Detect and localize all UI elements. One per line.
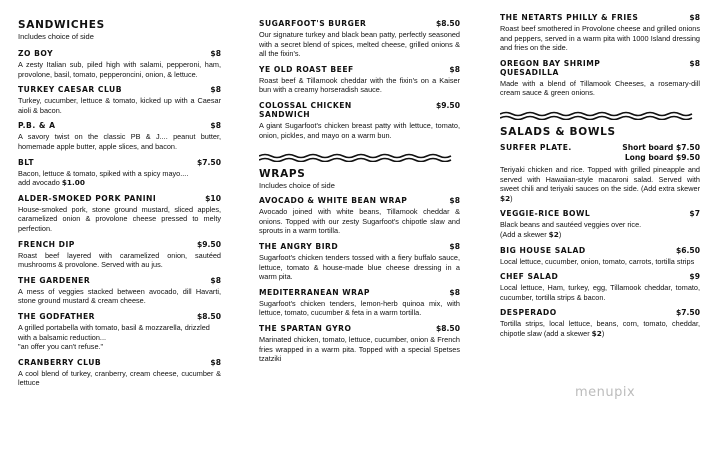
item-description: Made with a blend of Tillamook Cheeses, a rosemary-dill cream sauce & green onions.: [500, 78, 700, 98]
item-name: MEDITERRANEAN WRAP: [259, 287, 370, 297]
item-price: $7: [689, 209, 700, 219]
item-description: Sugarfoot's chicken tenders tossed with a fiery buffalo sauce, lettuce, tomato & house-made blue cheese dressing in a warm pita.: [259, 252, 460, 282]
item-name: THE GARDENER: [18, 275, 91, 285]
section-subtitle: Includes choice of side: [259, 181, 335, 191]
sandwiches-column: [18, 0, 221, 465]
item-price: $8: [449, 64, 460, 74]
addon-text: add avocado: [18, 178, 62, 188]
item-price: $8.50: [196, 311, 221, 321]
item-name: THE SPARTAN GYRO: [259, 323, 352, 333]
item-name: CRANBERRY CLUB: [18, 357, 102, 367]
item-name: DESPERADO: [500, 308, 557, 318]
menu-item-surfer-plate: [500, 143, 700, 203]
addon-text: (Add a skewer: [500, 229, 549, 239]
wavy-divider: [259, 153, 457, 162]
menu-item-french-dip: [18, 240, 221, 270]
item-price: $8: [689, 13, 700, 22]
menu-item-shrimp-quesadilla: [500, 59, 700, 98]
item-description: Avocado joined with white beans, Tillamook cheddar & onions. Topped with our zesty Sugarfoot's chipotle slaw and sprouts in a warm tortilla.: [259, 207, 460, 236]
item-name: TURKEY CAESAR CLUB: [18, 85, 122, 95]
item-name: SUGARFOOT'S BURGER: [259, 19, 367, 28]
item-description: A mess of veggies stacked between avocado, dill Havarti, stone ground mustard & cream cheese.: [18, 286, 221, 306]
menu-item-spartan-gyro: [259, 324, 460, 364]
item-addon: [18, 178, 221, 188]
addon-end: ): [558, 229, 562, 239]
item-price: $8: [210, 49, 221, 58]
menu-item-angry-bird: [259, 242, 460, 282]
item-name: CHEF SALAD: [500, 272, 559, 282]
item-description: Roast beef layered with caramelized onion, sautéed mushrooms & provolone. Served with au jus.: [18, 250, 221, 270]
item-price: $10: [205, 193, 221, 203]
menu-item-avocado-wrap: [259, 196, 460, 236]
item-name: AVOCADO & WHITE BEAN WRAP: [259, 196, 408, 206]
item-description: Local lettuce, Ham, turkey, egg, Tillamook cheddar, tomato, cucumber, tortilla strips & bacon.: [500, 283, 700, 302]
item-name: THE GODFATHER: [18, 311, 96, 321]
item-price: $8: [449, 196, 460, 206]
menu-item-veggie-rice-bowl: [500, 209, 700, 239]
description-end: ): [510, 193, 513, 203]
burgers-wraps-column: [259, 0, 460, 465]
menu-item-netarts-philly: [500, 13, 700, 53]
menu-item-chef-salad: [500, 272, 700, 302]
item-price: $8: [210, 357, 221, 367]
menu-item-roast-beef: [259, 65, 460, 95]
item-price: $8.50: [435, 323, 460, 333]
item-name: ZO BOY: [18, 49, 54, 58]
item-description: A grilled portabella with tomato, basil & mozzarella, drizzled with a balsamic reduction... "an offer you can't refuse.": [18, 322, 210, 352]
menu-item-the-gardener: [18, 276, 221, 306]
item-price: $8: [449, 241, 460, 251]
item-name: FRENCH DIP: [18, 239, 75, 249]
item-name: THE ANGRY BIRD: [259, 241, 339, 251]
item-description: Black beans and sautéed veggies over rice.: [500, 220, 642, 230]
item-description: A giant Sugarfoot's chicken breast patty with lettuce, tomato, onion, pickles, and mayo on a warm bun.: [259, 120, 460, 140]
item-addon: [500, 230, 700, 240]
item-description: Sugarfoot's chicken tenders, lemon-herb quinoa mix, with lettuce, tomato, cucumber & feta in a warm tortilla.: [259, 298, 460, 318]
item-price: $8: [449, 287, 460, 297]
addon-price: $1.00: [61, 178, 85, 188]
item-price: $9.50: [196, 239, 221, 249]
watermark-text: menupix: [575, 385, 636, 400]
item-name: P.B. & A: [18, 121, 56, 131]
item-price: $8: [689, 58, 700, 68]
item-price: $8: [210, 275, 221, 285]
item-price: $8: [210, 85, 221, 95]
item-description: Turkey, cucumber, lettuce & tomato, kicked up with a Caesar aioli & bacon.: [18, 96, 221, 115]
menu-item-turkey-caesar-club: [18, 85, 221, 115]
item-name: OREGON BAY SHRIMP QUESADILLA: [500, 58, 601, 77]
long-board-price: Long board $9.50: [624, 152, 700, 162]
menu-item-blt: [18, 158, 221, 188]
item-name: COLOSSAL CHICKEN SANDWICH: [259, 100, 352, 119]
item-price: $9.50: [435, 100, 460, 110]
menu-item-desperado: [500, 308, 700, 338]
addon-price: $2: [548, 229, 559, 239]
item-name: VEGGIE-RICE BOWL: [500, 209, 591, 219]
short-board-price: Short board $7.50: [622, 142, 700, 152]
menu-item-zo-boy: [18, 49, 221, 79]
item-description: A savory twist on the classic PB & J.... peanut butter, homemade apple butter, apple slices, and bacon.: [18, 132, 221, 151]
item-description: Our signature turkey and black bean patty, perfectly seasoned with a secret blend of spices, melted cheese, grilled onions & all the fixin's.: [259, 30, 460, 59]
section-title-wraps: WRAPS: [259, 168, 306, 181]
section-subtitle: Includes choice of side: [18, 32, 94, 41]
menu-item-big-house-salad: [500, 246, 700, 267]
item-description: Marinated chicken, tomato, lettuce, cucumber, onion & French fries wrapped in a warm pita. Topped with a special Spetses tzatziki: [259, 334, 460, 364]
item-price: $6.50: [675, 245, 700, 255]
item-price: $7.50: [675, 308, 700, 318]
menu-item-pork-panini: [18, 194, 221, 234]
addon-price: $2: [591, 328, 602, 338]
item-price: $8.50: [435, 19, 460, 28]
addon-price: $2: [500, 193, 511, 203]
section-title-salads: SALADS & BOWLS: [500, 125, 616, 138]
menu-item-the-godfather: [18, 312, 221, 352]
item-description: A zesty Italian sub, piled high with salami, pepperoni, ham, provolone, basil, tomato, pepperoncini, onion, & lettuce.: [18, 60, 221, 79]
description-text: Teriyaki chicken and rice. Topped with grilled pineapple and served with Hawaiian-style macaroni salad. Served with sweet chili and teriyaki sauces on the side. (Add extra skewer: [500, 164, 700, 194]
size-price-list: [622, 143, 700, 163]
section-title-sandwiches: SANDWICHES: [18, 19, 105, 31]
item-description: [500, 319, 700, 338]
menu-item-cranberry-club: [18, 358, 221, 388]
item-description: Roast beef smothered in Provolone cheese and grilled onions and peppers, served in a warm pita with 1000 Island dressing and fries on the side.: [500, 24, 700, 53]
addon-end: ): [601, 328, 605, 338]
item-description: [500, 165, 700, 203]
wavy-divider: [500, 111, 698, 120]
addon-text: (add a skewer: [543, 328, 592, 338]
item-name: ALDER-SMOKED PORK PANINI: [18, 193, 157, 203]
item-name: BLT: [18, 157, 35, 167]
item-price: $9: [689, 272, 700, 282]
description-text: Tortilla strips, local lettuce, beans, corn, tomato, cheddar, chipotle slaw: [500, 319, 700, 338]
item-price: $7.50: [196, 157, 221, 167]
menu-item-mediterranean-wrap: [259, 288, 460, 318]
item-name: YE OLD ROAST BEEF: [259, 64, 354, 74]
item-description: Roast beef & Tillamook cheddar with the fixin's on a Kaiser bun with a creamy horseradish sauce.: [259, 75, 460, 95]
item-description: Bacon, lettuce & tomato, spiked with a spicy mayo....: [18, 168, 189, 178]
item-name: THE NETARTS PHILLY & FRIES: [500, 13, 639, 22]
item-price: $8: [210, 121, 221, 131]
item-description: House-smoked pork, stone ground mustard, sliced apples, caramelized onion & provolone cheese pressed to melty perfection.: [18, 204, 221, 233]
item-description: A cool blend of turkey, cranberry, cream cheese, cucumber & lettuce: [18, 368, 221, 388]
item-name: SURFER PLATE.: [500, 142, 572, 152]
menu-item-sugarfoots-burger: [259, 19, 460, 59]
item-description: Local lettuce, cucumber, onion, tomato, carrots, tortilla strips: [500, 256, 695, 266]
menu-item-colossal-chicken: [259, 101, 460, 140]
menu-item-pb-and-a: [18, 121, 221, 151]
item-name: BIG HOUSE SALAD: [500, 245, 586, 255]
